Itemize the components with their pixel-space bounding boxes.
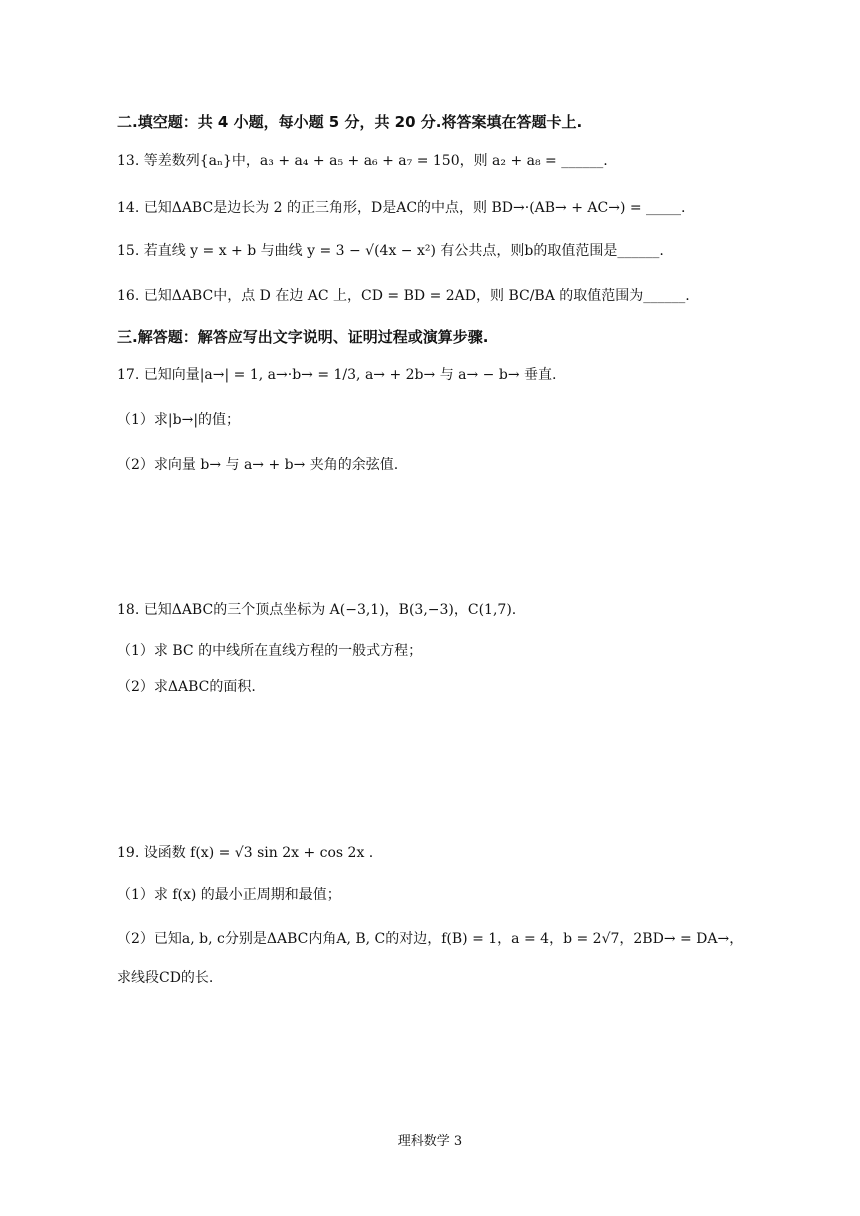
problem-19-part-1: （1）求 f(x) 的最小正周期和最值； — [117, 887, 341, 903]
problem-17-part-1: （1）求|b→|的值； — [117, 412, 241, 428]
problem-19: 19. 设函数 f(x) = √3 sin 2x + cos 2x . — [117, 845, 374, 861]
problem-18: 18. 已知ΔABC的三个顶点坐标为 A(−3,1)，B(3,−3)，C(1,7). — [117, 602, 517, 618]
problem-19-part-3: 求线段CD的长. — [117, 970, 214, 986]
problem-17-part-2: （2）求向量 b→ 与 a→ + b→ 夹角的余弦值. — [117, 457, 399, 473]
page-footer: 理科数学 3 — [397, 1134, 463, 1149]
problem-18-part-2: （2）求ΔABC的面积. — [117, 679, 256, 695]
problem-13: 13. 等差数列{aₙ}中，a₃ + a₄ + a₅ + a₆ + a₇ = 150，则 a₂ + a₈ = ______. — [117, 153, 608, 169]
problem-17: 17. 已知向量|a→| = 1, a→·b→ = 1/3, a→ + 2b→ 与 a→ − b→ 垂直. — [117, 367, 557, 383]
problem-14: 14. 已知ΔABC是边长为 2 的正三角形，D是AC的中点，则 BD→·(AB→ + AC→) = _____. — [117, 200, 686, 216]
problem-15: 15. 若直线 y = x + b 与曲线 y = 3 − √(4x − x²) 有公共点，则b的取值范围是______. — [117, 243, 664, 259]
problem-16: 16. 已知ΔABC中，点 D 在边 AC 上，CD = BD = 2AD，则 BC/BA 的取值范围为______. — [117, 288, 690, 304]
problem-19-part-2: （2）已知a, b, c分别是ΔABC内角A, B, C的对边，f(B) = 1，a = 4，b = 2√7，2BD→ = DA→， — [117, 931, 744, 947]
section-3-title: 三.解答题：解答应写出文字说明、证明过程或演算步骤. — [117, 328, 489, 346]
problem-18-part-1: （1）求 BC 的中线所在直线方程的一般式方程； — [117, 643, 423, 659]
section-2-title: 二.填空题：共 4 小题，每小题 5 分，共 20 分.将答案填在答题卡上. — [117, 113, 583, 131]
